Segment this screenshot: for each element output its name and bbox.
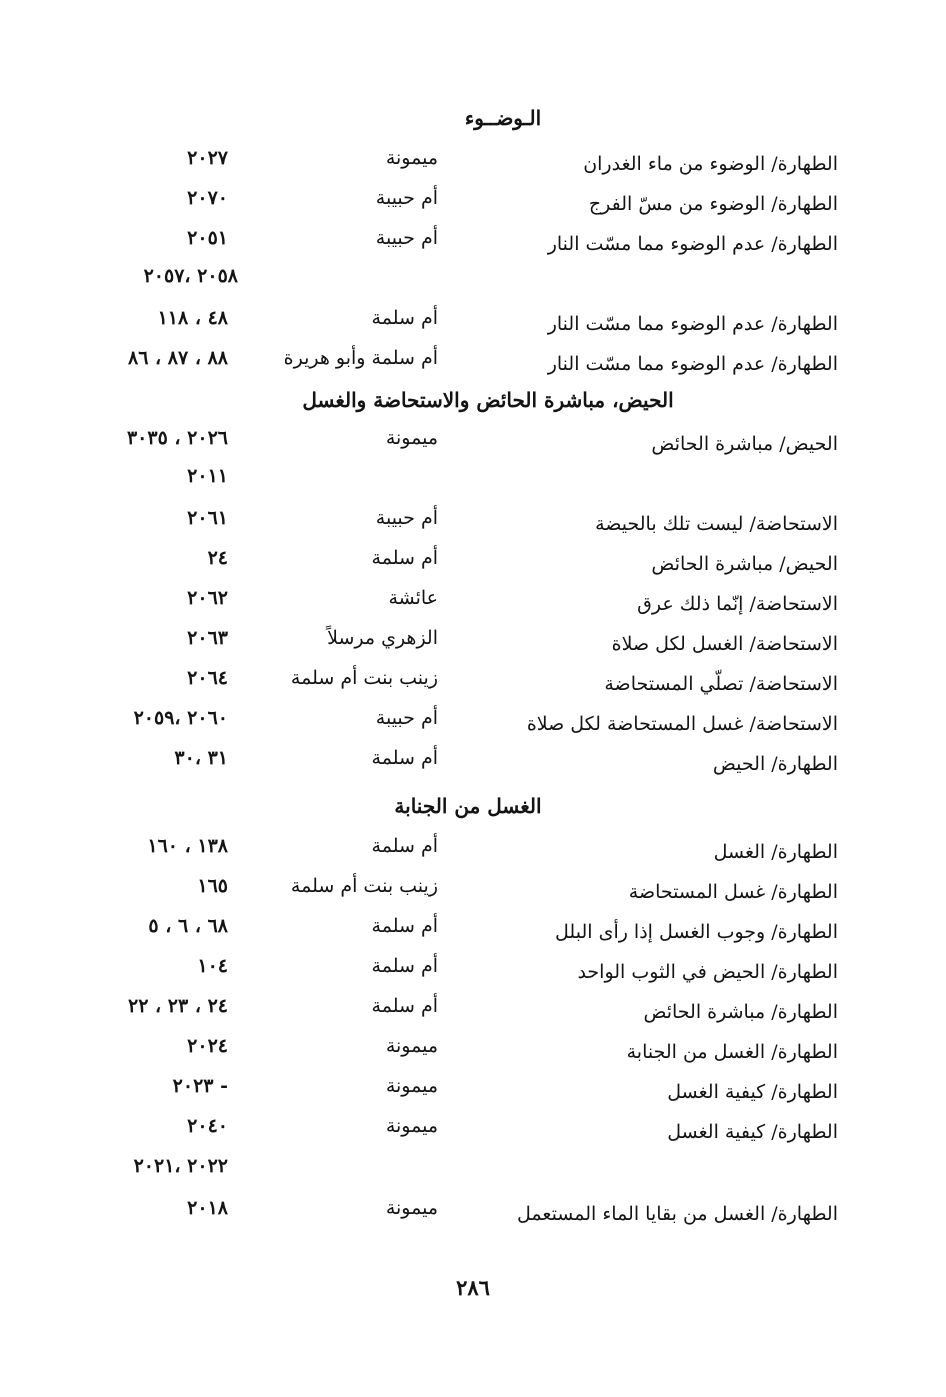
row-narrator: عائشة [388, 587, 438, 609]
row-hadith-numbers: ٢٠٦٤ [187, 667, 228, 689]
row-topic: الاستحاضة/ ليست تلك بالحيضة [595, 513, 838, 535]
row-hadith-numbers: ١٣٨ ، ١٦٠ [147, 835, 228, 857]
section-heading-text: الحيض، مباشرة الحائض والاستحاضة والغسل [302, 388, 674, 412]
row-narrator: أم سلمة [371, 307, 438, 329]
index-row [0, 826, 946, 866]
row-topic: الطهارة/ وجوب الغسل إذا رأى البلل [555, 921, 838, 943]
row-hadith-numbers: ٢٠٥١ [187, 227, 228, 249]
row-topic: الطهارة/ عدم الوضوء مما مسّت النار [547, 313, 838, 335]
index-row [0, 866, 946, 906]
section-heading-hayd [0, 380, 946, 420]
row-topic: الطهارة/ كيفية الغسل [667, 1081, 838, 1103]
index-row [0, 946, 946, 986]
row-hadith-numbers: ٨٨ ، ٨٧ ، ٨٦ [127, 347, 228, 369]
index-row [0, 1106, 946, 1146]
row-narrator: أم سلمة [371, 835, 438, 857]
row-hadith-numbers: ٢٠١١ [187, 465, 228, 487]
row-topic: الحيض/ مباشرة الحائض [651, 433, 838, 455]
row-hadith-numbers: ٣١ ،٣٠ [174, 747, 228, 769]
row-hadith-numbers: ٢٠٦٢ [187, 587, 228, 609]
section-heading-ghusl [0, 786, 946, 826]
row-narrator: أم سلمة [371, 547, 438, 569]
row-hadith-numbers: ٢٠٢٤ [187, 1035, 228, 1057]
row-topic: الطهارة/ الغسل من بقايا الماء المستعمل [517, 1203, 838, 1225]
index-row [0, 658, 946, 698]
section-heading-text: الـوضــوء [464, 106, 542, 130]
row-topic: الاستحاضة/ الغسل لكل صلاة [611, 633, 838, 655]
row-hadith-numbers: ٢٠٢٦ ، ٣٠٣٥ [126, 427, 228, 449]
row-hadith-numbers: ٢٤ [207, 547, 228, 569]
row-narrator: ميمونة [385, 1197, 438, 1219]
row-narrator: ميمونة [385, 147, 438, 169]
row-narrator: أم سلمة [371, 747, 438, 769]
row-hadith-numbers: ٢٠٦٠ ،٢٠٥٩ [133, 707, 228, 729]
index-row [0, 498, 946, 538]
index-row [0, 138, 946, 178]
row-topic: الطهارة/ الحيض في الثوب الواحد [577, 961, 838, 983]
index-row [0, 618, 946, 658]
row-topic: الطهارة/ الحيض [712, 753, 838, 775]
index-row [0, 906, 946, 946]
row-hadith-numbers: ٢٠٧٠ [187, 187, 228, 209]
row-hadith-numbers: ١٠٤ [197, 955, 228, 977]
row-hadith-numbers: ٢٠٢٢ ،٢٠٢١ [133, 1155, 228, 1177]
page-number: ٢٨٦ [456, 1275, 490, 1300]
row-topic: الطهارة/ غسل المستحاضة [628, 881, 838, 903]
row-narrator: ميمونة [385, 1115, 438, 1137]
row-topic: الطهارة/ الوضوء من ماء الغدران [583, 153, 838, 175]
row-hadith-numbers: ٦٨ ، ٦ ، ٥ [148, 915, 228, 937]
row-hadith-numbers: ٢٠١٨ [187, 1197, 228, 1219]
index-row [0, 986, 946, 1026]
row-narrator: أم سلمة [371, 955, 438, 977]
row-topic: الطهارة/ الغسل [713, 841, 838, 863]
row-topic: الاستحاضة/ إنّما ذلك عرق [637, 593, 838, 615]
row-hadith-numbers: ١٦٥ [197, 875, 228, 897]
row-narrator: الزهري مرسلاً [327, 627, 438, 649]
row-narrator: أم حبيبة [375, 707, 438, 729]
row-hadith-numbers: ٢٠٦٣ [187, 627, 228, 649]
row-narrator: أم سلمة [371, 995, 438, 1017]
index-row [0, 298, 946, 338]
index-row [0, 1066, 946, 1106]
row-narrator: ميمونة [385, 1035, 438, 1057]
index-row [0, 738, 946, 778]
row-topic: الطهارة/ عدم الوضوء مما مسّت النار [547, 353, 838, 375]
index-row [0, 178, 946, 218]
index-row [0, 1188, 946, 1228]
row-topic: الاستحاضة/ تصلّي المستحاضة [604, 673, 838, 695]
row-topic: الطهارة/ كيفية الغسل [667, 1121, 838, 1143]
row-topic: الحيض/ مباشرة الحائض [651, 553, 838, 575]
row-narrator: زينب بنت أم سلمة [290, 875, 438, 897]
row-hadith-numbers: ٢٠٢٧ [187, 147, 228, 169]
row-narrator: أم حبيبة [375, 507, 438, 529]
row-topic: الاستحاضة/ غسل المستحاضة لكل صلاة [526, 713, 838, 735]
row-topic: الطهارة/ مباشرة الحائض [643, 1001, 838, 1023]
row-hadith-numbers: ٢٠٤٠ [187, 1115, 228, 1137]
row-narrator: ميمونة [385, 1075, 438, 1097]
row-narrator: زينب بنت أم سلمة [290, 667, 438, 689]
row-hadith-numbers: ٤٨ ، ١١٨ [157, 307, 228, 329]
section-heading-text: الغسل من الجنابة [394, 794, 542, 818]
index-row [0, 538, 946, 578]
row-hadith-numbers: - ٢٠٢٣ [172, 1075, 228, 1097]
index-row-continuation [0, 456, 946, 496]
row-narrator: ميمونة [385, 427, 438, 449]
row-topic: الطهارة/ الوضوء من مسّ الفرج [588, 193, 838, 215]
index-row-continuation [0, 256, 946, 296]
row-narrator: أم سلمة [371, 915, 438, 937]
index-row [0, 578, 946, 618]
index-row [0, 338, 946, 378]
row-hadith-numbers: ٢٠٥٨ ،٢٠٥٧ [143, 265, 238, 287]
index-row [0, 218, 946, 258]
row-hadith-numbers: ٢٤ ، ٢٣ ، ٢٢ [127, 995, 228, 1017]
index-row [0, 418, 946, 458]
index-row [0, 698, 946, 738]
index-row-continuation [0, 1146, 946, 1186]
section-heading-wudu [0, 98, 946, 138]
row-topic: الطهارة/ عدم الوضوء مما مسّت النار [547, 233, 838, 255]
row-narrator: أم سلمة وأبو هريرة [283, 347, 438, 369]
index-row [0, 1026, 946, 1066]
row-narrator: أم حبيبة [375, 227, 438, 249]
row-hadith-numbers: ٢٠٦١ [187, 507, 228, 529]
row-topic: الطهارة/ الغسل من الجنابة [626, 1041, 838, 1063]
row-narrator: أم حبيبة [375, 187, 438, 209]
